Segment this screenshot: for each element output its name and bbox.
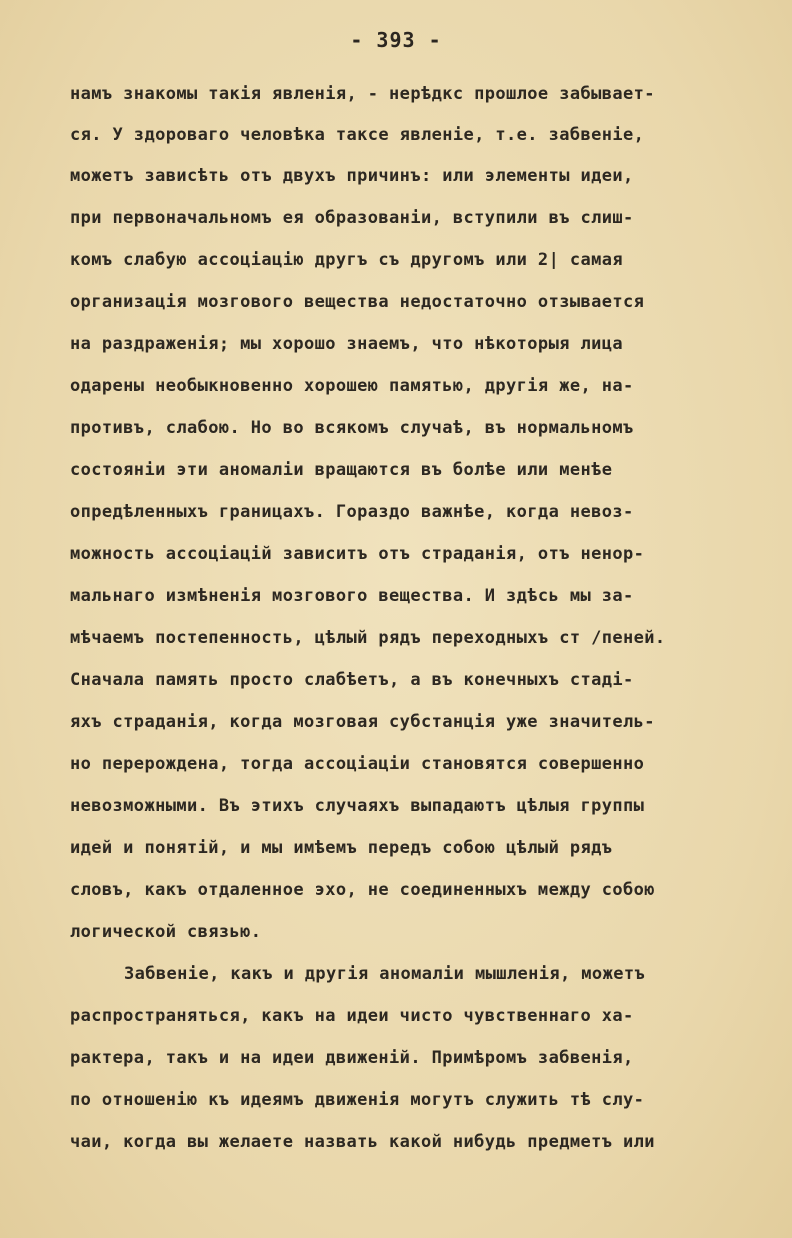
text-line: распространяться, какъ на идеи чисто чувственнаго ха- <box>70 1006 634 1026</box>
text-line: чаи, когда вы желаете назвать какой нибудь предметъ или <box>70 1132 655 1152</box>
text-line: словъ, какъ отдаленное эхо, не соединенныхъ между собою <box>70 880 655 900</box>
text-line: при первоначальномъ ея образованіи, вступили въ слиш- <box>70 208 634 228</box>
text-line: можетъ зависѣть отъ двухъ причинъ: или элементы идеи, <box>70 166 634 186</box>
text-line: одарены необыкновенно хорошею памятью, другія же, на- <box>70 376 634 396</box>
text-line: невозможными. Въ этихъ случаяхъ выпадаютъ цѣлыя группы <box>70 796 645 816</box>
text-line: на раздраженія; мы хорошо знаемъ, что нѣкоторыя лица <box>70 334 624 354</box>
text-line: мѣчаемъ постепенность, цѣлый рядъ переходныхъ ст /пеней. <box>70 628 666 648</box>
text-line: логической связью. <box>70 922 262 942</box>
text-line: можность ассоціацій зависитъ отъ страданія, отъ ненор- <box>70 544 645 564</box>
text-line: Сначала память просто слабѣетъ, а въ конечныхъ стадi- <box>70 670 634 690</box>
text-line: мальнаго измѣненія мозгового вещества. И здѣсь мы за- <box>70 586 634 606</box>
text-line: по отношенію къ идеямъ движенія могутъ служить тѣ слу- <box>70 1090 645 1110</box>
text-line: организація мозгового вещества недостаточно отзывается <box>70 292 645 312</box>
page-number: - 393 - <box>350 28 442 52</box>
text-line: состояніи эти аномаліи вращаются въ болѣе или менѣе <box>70 460 613 480</box>
text-line: Забвеніе, какъ и другія аномаліи мышленія, можетъ <box>124 964 646 984</box>
text-line: комъ слабую ассоціацію другъ съ другомъ или 2| самая <box>70 250 624 270</box>
text-line: намъ знакомы такія явленія, - нерѣдкс прошлое забывает- <box>70 84 655 104</box>
text-line: но перерождена, тогда ассоціаціи становятся совершенно <box>70 754 645 774</box>
text-line: идей и понятій, и мы имѣемъ передъ собою цѣлый рядъ <box>70 838 613 858</box>
text-line: ся. У здороваго человѣка таксе явленіе, т.е. забвеніе, <box>70 125 645 145</box>
text-line: опредѣленныхъ границахъ. Гораздо важнѣе, когда невоз- <box>70 502 634 522</box>
text-line: противъ, слабою. Но во всякомъ случаѣ, въ нормальномъ <box>70 418 634 438</box>
text-line: яхъ страданія, когда мозговая субстанція уже значитель- <box>70 712 655 732</box>
text-line: рактера, такъ и на идеи движеній. Примѣромъ забвенія, <box>70 1048 634 1068</box>
